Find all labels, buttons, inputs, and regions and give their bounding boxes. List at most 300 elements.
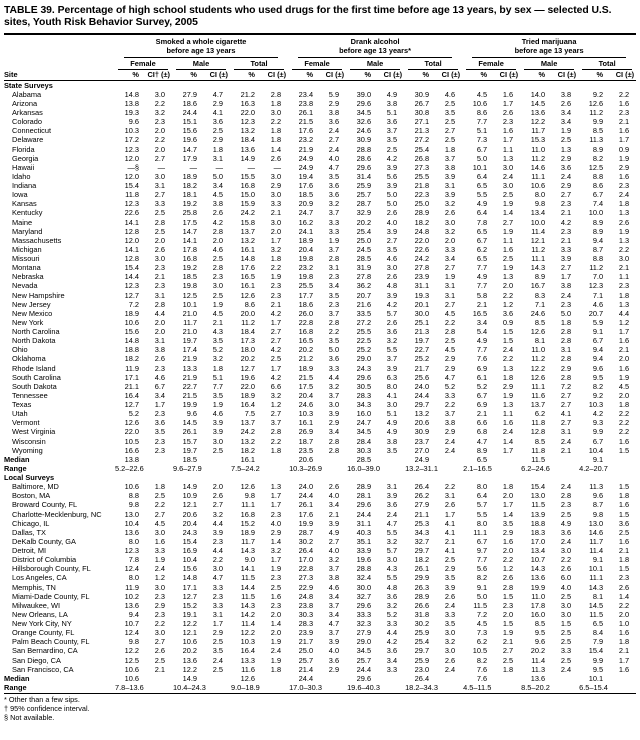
site-name: Hillsborough County, FL	[12, 564, 91, 574]
site-name: Iowa	[12, 190, 28, 200]
ci-value: 3.0	[270, 217, 282, 227]
percent-value: 18.9	[182, 171, 197, 181]
percent-value: 18.4	[240, 135, 255, 145]
percent-value: 30.9	[414, 89, 430, 99]
percent-value: 19.4	[298, 171, 314, 181]
percent-value: 12.3	[124, 546, 139, 555]
median-value: 26.4	[414, 673, 430, 683]
ci-value: 5.1	[212, 372, 223, 382]
percent-value: 10.0	[530, 217, 546, 227]
ci-value: 3.1	[154, 181, 165, 190]
ci-value: 2.9	[212, 628, 223, 638]
percent-value: 5.5	[476, 190, 488, 200]
percent-value: 25.7	[356, 190, 372, 200]
ci-value: 2.2	[328, 327, 340, 336]
percent-value: 28.1	[356, 491, 372, 501]
site-name: Orange County, FL	[12, 628, 75, 638]
ci-value: 1.7	[618, 655, 630, 665]
percent-value: 10.3	[588, 400, 604, 409]
percent-value: 24.6	[298, 400, 314, 409]
percent-value: 19.6	[240, 372, 255, 382]
ci-value: 1.5	[618, 482, 630, 492]
percent-value: 10.6	[530, 181, 546, 190]
sex-header-male	[346, 58, 404, 69]
sex-header-female	[114, 58, 172, 69]
table-row	[4, 546, 636, 555]
ci-value: 1.6	[618, 536, 630, 546]
ci-value: 1.8	[270, 126, 282, 136]
ci-value: 2.5	[270, 582, 282, 592]
ci-value: 1.7	[502, 500, 514, 510]
footnote-sips: * Other than a few sips.	[4, 695, 80, 704]
median-spacer	[318, 674, 346, 683]
ci-value: 2.4	[154, 564, 165, 574]
percent-value: 10.7	[530, 555, 546, 565]
percent-value: 24.7	[298, 208, 314, 218]
ci-value: 3.5	[444, 573, 456, 583]
percent-value: 9.1	[592, 327, 604, 336]
sex-header-row	[4, 58, 636, 69]
ci-value: 2.6	[212, 491, 223, 501]
median-value: 20.6	[298, 454, 314, 464]
ci-value: 2.9	[270, 181, 282, 190]
ci-value: 3.5	[444, 108, 456, 117]
percent-value: 18.6	[298, 299, 314, 309]
ci-value: 1.9	[560, 126, 572, 136]
ci-value: 2.3	[270, 509, 282, 519]
percent-value: 9.4	[128, 609, 139, 619]
ci-value: 4.9	[386, 418, 398, 428]
percent-value: 24.4	[298, 491, 314, 501]
percent-value: 6.2	[476, 244, 488, 254]
percent-value: 29.0	[356, 354, 372, 364]
percent-value: 22.0	[414, 235, 430, 245]
ci-value: 2.6	[212, 208, 223, 218]
ci-value: 1.8	[444, 144, 456, 154]
ci-value: 2.3	[154, 281, 165, 291]
ci-value: 3.3	[212, 600, 223, 610]
ci-value: 1.4	[502, 509, 514, 519]
ci-value: 3.5	[212, 336, 223, 346]
ci-value: 2.6	[444, 591, 456, 601]
percent-value: 6.4	[476, 171, 488, 181]
ci-value: 2.1	[618, 117, 630, 127]
ci-value: 2.8	[560, 354, 572, 364]
ci-value: 3.3	[328, 217, 340, 227]
percent-value: 28.7	[298, 527, 314, 537]
median-value: 10.6	[124, 673, 139, 683]
ci-value: 4.6	[212, 244, 223, 254]
percent-value: 20.6	[414, 418, 430, 428]
percent-value: 12.5	[124, 655, 139, 665]
percent-value: 12.0	[124, 153, 139, 163]
ci-value: 1.6	[502, 126, 514, 136]
table-row	[4, 555, 636, 564]
ci-value: 2.6	[502, 108, 514, 117]
percent-value: 9.3	[592, 418, 604, 428]
ci-value: 2.7	[444, 126, 456, 136]
percent-value: 17.3	[240, 336, 255, 346]
median-row	[4, 674, 636, 683]
ci-value: 3.2	[328, 555, 340, 565]
percent-value: 26.1	[182, 427, 197, 437]
percent-value: 9.4	[592, 354, 604, 364]
ci-value: 3.7	[328, 600, 340, 610]
percent-value: 14.5	[588, 600, 604, 610]
percent-value: 21.1	[414, 509, 430, 519]
percent-column-header: %	[404, 70, 434, 81]
percent-value: 18.5	[182, 272, 197, 282]
ci-value: 3.1	[386, 482, 398, 492]
ci-value: 4.6	[212, 409, 223, 419]
percent-value: 9.8	[128, 500, 139, 510]
percent-value: 24.7	[356, 418, 372, 428]
percent-value: 20.0	[240, 308, 255, 318]
ci-column-header: CI (±)	[608, 70, 636, 81]
ci-value: 2.0	[270, 628, 282, 638]
ci-value: 1.9	[618, 226, 630, 236]
median-value: 11.5	[531, 454, 546, 464]
percent-value: 27.2	[356, 317, 372, 327]
percent-value: 8.5	[534, 619, 546, 628]
site-name: South Carolina	[12, 372, 61, 382]
ci-value: 2.0	[154, 317, 165, 327]
percent-value: 14.3	[240, 600, 255, 610]
ci-value: 4.6	[154, 372, 165, 382]
median-spacer	[260, 455, 288, 464]
ci-value: 5.7	[386, 308, 398, 318]
site-name: Memphis, TN	[12, 582, 56, 592]
ci-value: 3.0	[154, 254, 165, 263]
ci-value: 1.2	[502, 564, 514, 574]
percent-value: 14.5	[182, 418, 197, 428]
percent-value: 13.3	[240, 655, 255, 665]
table-row	[4, 227, 636, 236]
ci-value: 1.9	[502, 390, 514, 400]
percent-value: 9.6	[128, 117, 139, 127]
percent-value: 11.7	[531, 126, 546, 136]
site-name: North Dakota	[12, 336, 56, 346]
ci-value: 1.8	[618, 491, 630, 501]
percent-value: 10.7	[124, 619, 139, 628]
ci-value: 3.0	[328, 400, 340, 409]
ci-value: 1.5	[502, 591, 514, 601]
ci-value: 2.5	[154, 491, 165, 501]
median-spacer	[434, 674, 462, 683]
ci-value: 2.9	[444, 363, 456, 373]
table-row	[4, 519, 636, 528]
percent-value: 7.2	[476, 609, 488, 619]
percent-value: 17.4	[182, 345, 197, 355]
ci-value: 4.8	[386, 582, 398, 592]
ci-value: 4.9	[560, 518, 572, 528]
percent-value: 9.4	[592, 345, 604, 355]
percent-value: 12.8	[124, 254, 139, 263]
ci-value: 1.9	[502, 199, 514, 209]
ci-value: 1.7	[270, 500, 282, 510]
ci-column-header: CI† (±)	[144, 70, 172, 81]
percent-value: 9.6	[534, 637, 546, 647]
percent-value: 27.9	[182, 89, 197, 99]
percent-value: 20.2	[530, 646, 546, 656]
percent-value: 19.3	[124, 108, 139, 117]
percent-value: 9.8	[244, 491, 255, 501]
table-row	[4, 391, 636, 400]
percent-value: 13.7	[530, 400, 546, 409]
percent-value: 6.2	[476, 637, 488, 647]
table-row	[4, 528, 636, 537]
ci-value: 1.3	[502, 363, 514, 373]
ci-value: 4.3	[212, 327, 223, 336]
ci-value: 4.1	[444, 527, 456, 537]
ci-value: 3.9	[212, 427, 223, 437]
ci-value: 3.2	[386, 336, 398, 346]
ci-value: 3.5	[328, 336, 340, 346]
ci-value: 2.0	[618, 609, 630, 619]
ci-value: 4.4	[212, 518, 223, 528]
percent-value: 12.4	[124, 628, 139, 638]
percent-value: 13.6	[530, 108, 546, 117]
ci-value: 3.0	[560, 546, 572, 555]
ci-value: 3.6	[328, 354, 340, 364]
percent-column-header: %	[346, 70, 376, 81]
ci-value: 3.4	[212, 181, 223, 190]
table-row	[4, 537, 636, 546]
percent-value: 23.7	[414, 436, 430, 446]
percent-value: 19.7	[182, 336, 197, 346]
percent-value: 19.6	[356, 555, 372, 565]
ci-value: 2.3	[560, 500, 572, 510]
percent-value: 7.8	[476, 217, 488, 227]
percent-value: 27.1	[414, 117, 430, 127]
ci-value: 2.5	[212, 254, 223, 263]
site-col-spacer	[4, 58, 114, 69]
percent-value: 10.6	[124, 664, 139, 674]
percent-value: 10.5	[472, 646, 488, 656]
ci-value: 2.3	[212, 536, 223, 546]
ci-value: 4.5	[444, 345, 456, 355]
percent-value: 6.2	[534, 409, 546, 419]
median-spacer	[202, 455, 230, 464]
percent-value: 20.2	[182, 646, 197, 656]
site-name: Milwaukee, WI	[12, 600, 61, 610]
percent-value: 6.9	[476, 400, 488, 409]
table-row	[4, 309, 636, 318]
ci-value: 2.7	[154, 153, 165, 163]
percent-value: 13.8	[124, 98, 139, 108]
percent-value: 28.9	[414, 591, 430, 601]
ci-value: 2.7	[502, 217, 514, 227]
ci-value: 3.8	[154, 345, 165, 355]
percent-value: 18.7	[298, 436, 314, 446]
percent-value: 21.9	[298, 144, 314, 154]
percent-value: 28.7	[356, 199, 372, 209]
percent-value: 11.8	[125, 190, 139, 200]
percent-value: 25.1	[414, 317, 430, 327]
site-name: Florida	[12, 144, 35, 154]
percent-value: 16.4	[240, 646, 255, 656]
percent-value: 9.9	[592, 655, 604, 665]
percent-value: 9.0	[244, 555, 255, 565]
percent-value: 6.5	[592, 619, 604, 628]
percent-value: 11.1	[589, 573, 604, 583]
table-row	[4, 208, 636, 217]
percent-value: 14.1	[182, 235, 197, 245]
sex-header-label: Male	[176, 58, 226, 69]
ci-value: 3.0	[444, 628, 456, 638]
ci-value: 2.3	[618, 181, 630, 190]
ci-value: 2.6	[618, 217, 630, 227]
percent-value: 25.7	[356, 655, 372, 665]
table-row	[4, 610, 636, 619]
percent-value: 32.7	[356, 591, 372, 601]
percent-value: 6.7	[476, 536, 488, 546]
ci-value: 2.4	[502, 171, 514, 181]
ci-value: 5.0	[560, 308, 572, 318]
ci-value: 3.3	[444, 244, 456, 254]
group-title: Smoked a whole cigarette	[155, 36, 247, 46]
ci-value: 3.0	[270, 190, 282, 200]
site-name: Los Angeles, CA	[12, 573, 67, 583]
ci-value: 2.7	[270, 336, 282, 346]
ci-value: 2.6	[154, 646, 165, 656]
percent-value: 10.4	[182, 555, 197, 565]
ci-value: 2.3	[560, 299, 572, 309]
site-name: Boston, MA	[12, 491, 51, 501]
ci-value: 3.6	[328, 181, 340, 190]
percent-value: 28.9	[356, 482, 372, 492]
ci-value: 2.0	[270, 226, 282, 236]
percent-value: 22.0	[124, 427, 139, 437]
ci-value: 0.9	[618, 144, 630, 154]
median-value: 28.5	[356, 454, 372, 464]
percent-value: 22.7	[414, 345, 430, 355]
percent-value: 8.0	[534, 190, 546, 200]
site-name: Rhode Island	[12, 363, 56, 373]
percent-column-header: %	[288, 70, 318, 81]
percent-value: 7.6	[476, 664, 488, 674]
percent-value: 4.7	[476, 436, 488, 446]
percent-value: 7.1	[534, 299, 546, 309]
percent-value: 13.2	[414, 409, 430, 419]
median-spacer	[492, 674, 520, 683]
ci-value: 2.5	[502, 655, 514, 665]
ci-value: 4.2	[270, 372, 282, 382]
ci-value: 2.2	[444, 482, 456, 492]
median-value: 9.1	[592, 454, 604, 464]
ci-value: 3.7	[270, 418, 282, 428]
percent-value: 7.2	[128, 299, 139, 309]
percent-value: 25.0	[414, 199, 430, 209]
ci-value: 3.6	[328, 190, 340, 200]
site-name: Nebraska	[12, 272, 44, 282]
percent-value: 7.3	[476, 135, 488, 145]
ci-value: 4.9	[386, 89, 398, 99]
percent-value: 25.4	[414, 144, 430, 154]
ci-value: 1.3	[270, 482, 282, 492]
percent-value: 33.3	[356, 609, 372, 619]
ci-value: 3.5	[386, 135, 398, 145]
ci-value: 1.9	[618, 372, 630, 382]
percent-value: 6.5	[476, 181, 488, 190]
range-value: 9.0–18.9	[230, 683, 288, 694]
percent-value: 4.9	[476, 199, 488, 209]
ci-value: 1.5	[502, 336, 514, 346]
ci-value: 3.1	[212, 153, 223, 163]
ci-value: 2.3	[154, 363, 165, 373]
ci-value: 3.6	[212, 117, 223, 127]
median-label: Median	[4, 454, 30, 464]
percent-value: 12.7	[124, 290, 139, 300]
ci-value: 3.0	[386, 263, 398, 273]
percent-value: 4.9	[476, 336, 488, 346]
percent-value: 18.9	[298, 363, 314, 373]
ci-value: 2.2	[502, 290, 514, 300]
percent-value: 12.6	[588, 98, 604, 108]
sex-header-label: Total	[234, 58, 284, 69]
ci-value: 2.8	[444, 327, 456, 336]
percent-value: 16.5	[240, 272, 255, 282]
percent-value: 21.0	[182, 327, 197, 336]
percent-value: 19.2	[182, 199, 197, 209]
percent-value: 8.9	[534, 272, 546, 282]
ci-value: 2.4	[560, 171, 572, 181]
ci-value: 3.7	[444, 409, 456, 419]
ci-value: 2.9	[502, 381, 514, 391]
site-name: Tennessee	[12, 390, 48, 400]
percent-value: 16.1	[298, 418, 314, 428]
ci-value: 2.5	[444, 555, 456, 565]
ci-value: 2.2	[154, 98, 165, 108]
ci-value: 1.7	[444, 509, 456, 519]
ci-value: 3.9	[328, 518, 340, 528]
ci-value: 2.5	[444, 98, 456, 108]
percent-value: 8.9	[592, 217, 604, 227]
percent-value: 7.6	[476, 354, 488, 364]
table-row	[4, 163, 636, 172]
percent-value: 5.5	[476, 509, 488, 519]
ci-value: 2.8	[270, 427, 282, 437]
site-name: Colorado	[12, 117, 42, 127]
table-header	[4, 34, 636, 80]
percent-value: 7.8	[128, 555, 139, 565]
ci-value: 5.2	[212, 345, 223, 355]
ci-value: 2.4	[560, 536, 572, 546]
site-name: Hawaii	[12, 162, 35, 172]
percent-value: 18.2	[124, 354, 139, 364]
range-value: 4.2–20.7	[579, 463, 608, 473]
ci-value: 5.6	[386, 171, 398, 181]
median-spacer	[144, 455, 172, 464]
ci-value: 2.3	[328, 299, 340, 309]
ci-value: 2.0	[154, 235, 165, 245]
ci-value: 2.7	[154, 637, 165, 647]
percent-value: 24.4	[414, 390, 430, 400]
ci-value: 3.4	[328, 281, 340, 291]
percent-column-header: %	[578, 70, 608, 81]
median-value: 24.4	[298, 673, 314, 683]
site-name: New Jersey	[12, 299, 51, 309]
ci-value: 1.7	[154, 400, 165, 409]
ci-value: 2.1	[618, 546, 630, 555]
percent-value: 19.6	[182, 135, 197, 145]
percent-value: 13.0	[530, 491, 546, 501]
percent-value: 11.1	[531, 171, 546, 181]
sex-header-total	[404, 58, 462, 69]
ci-value: 2.6	[386, 317, 398, 327]
ci-value: 2.4	[328, 126, 340, 136]
percent-value: 13.4	[530, 208, 546, 218]
